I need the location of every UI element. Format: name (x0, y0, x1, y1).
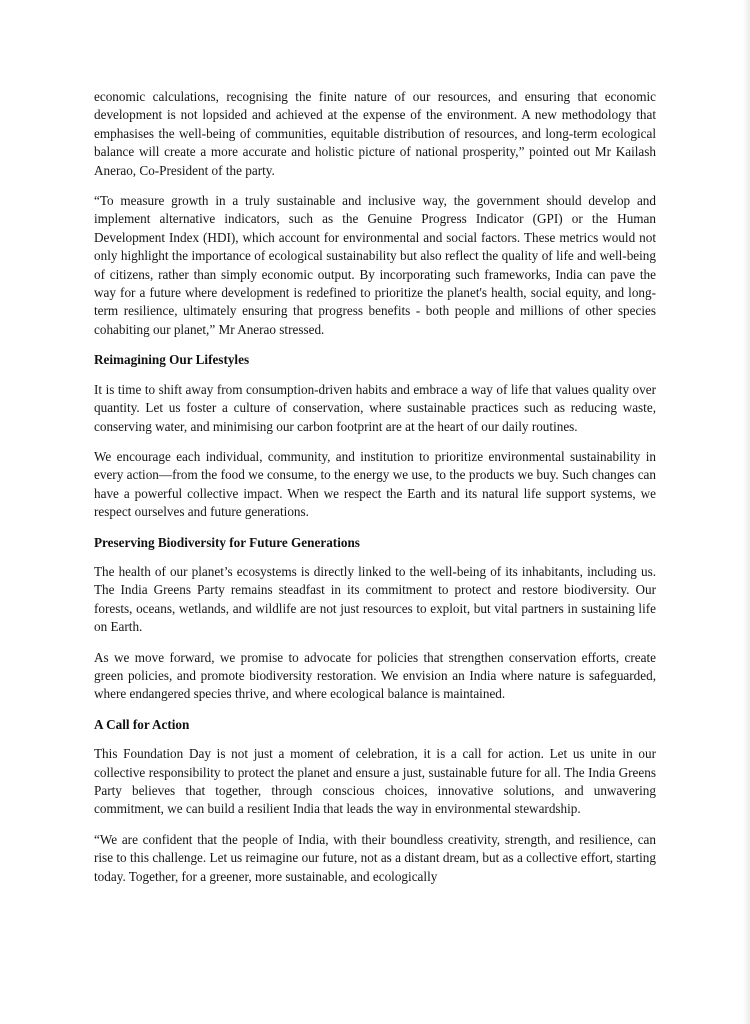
heading-call-for-action: A Call for Action (94, 716, 190, 732)
paragraph-ecosystem-health: The health of our planet’s ecosystems is directly linked to the well-being of its inhabitants, including us. The India Greens Party remains steadfast in its commitment to protect and restore biodiversity. Our forests, oceans, wetlands, and wildlife are not just resources to exploit, but vital partners in sustaining life on Earth. (94, 563, 656, 635)
heading-preserving-biodiversity: Preserving Biodiversity for Future Generations (94, 534, 360, 550)
heading-reimagining-lifestyles: Reimagining Our Lifestyles (94, 352, 250, 368)
paragraph-alternative-indicators: “To measure growth in a truly sustainable and inclusive way, the government should develop and implement alternative indicators, such as the Genuine Progress Indicator (GPI) or the Human Development Index (HDI), which account for environmental and social factors. These metrics would not only highlight the importance of ecological sustainability but also reflect the quality of life and well-being of citizens, rather than simply economic output. By incorporating such frameworks, India can pave the way for a future where development is redefined to prioritize the planet's health, social equity, and long-term resilience, ultimately ensuring that progress benefits - both people and millions of other species cohabiting our planet,” Mr Anerao stressed. (94, 193, 656, 337)
paragraph-encourage-sustainability: We encourage each individual, community, and institution to prioritize environmental sustainability in every action—from the food we consume, to the energy we use, to the products we buy. Such changes can have a powerful collective impact. When we respect the Earth and its natural life support systems, we respect ourselves and future generations. (94, 448, 656, 520)
paragraph-advocate-policies: As we move forward, we promise to advocate for policies that strengthen conservation efforts, create green policies, and promote biodiversity restoration. We envision an India where nature is safeguarded, where endangered species thrive, and where ecological balance is maintained. (94, 649, 656, 702)
paragraph-foundation-day: This Foundation Day is not just a moment of celebration, it is a call for action. Let us unite in our collective responsibility to protect the planet and ensure a just, sustainable future for all. The India Greens Party believes that together, through conscious choices, innovative solutions, and unwavering commitment, we can build a resilient India that leads the way in environmental stewardship. (94, 746, 656, 817)
paragraph-people-of-india: “We are confident that the people of India, with their boundless creativity, strength, and resilience, can rise to this challenge. Let us reimagine our future, not as a distant dream, but as a collective effort, starting today. Together, for a greener, more sustainable, and ecologically (94, 831, 656, 884)
paragraph-economic-calculations: economic calculations, recognising the finite nature of our resources, and ensuring that economic development is not lopsided and achieved at the expense of the environment. A new methodology that emphasises the well-being of communities, equitable distribution of resources, and long-term ecological balance will create a more accurate and holistic picture of national prosperity,” pointed out Mr Kailash Anerao, Co-President of the party. (94, 89, 656, 178)
page-edge-shadow (742, 0, 750, 1024)
paragraph-shift-consumption: It is time to shift away from consumption-driven habits and embrace a way of life that values quality over quantity. Let us foster a culture of conservation, where sustainable practices such as reducing waste, conserving water, and minimising our carbon footprint are at the heart of our daily routines. (94, 381, 656, 434)
